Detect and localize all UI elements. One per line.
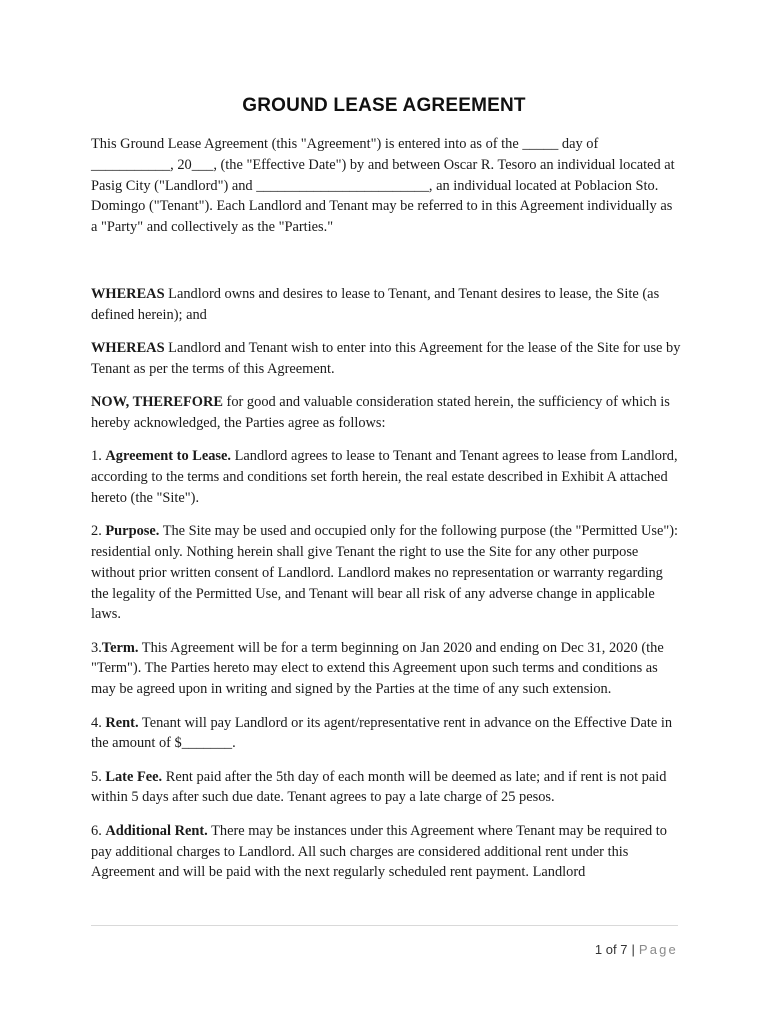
clause-number: 4. bbox=[91, 714, 106, 731]
clause-text: Tenant will pay Landlord or its agent/representative rent in advance on the Effective Date in the amount of $_______. bbox=[91, 714, 673, 752]
clause-number: 5. bbox=[91, 768, 106, 785]
page-footer bbox=[595, 942, 678, 957]
clause-number: 2. bbox=[91, 523, 106, 540]
footer-separator: | bbox=[631, 942, 635, 957]
clause-heading: Rent. bbox=[105, 714, 139, 731]
clause-paragraph bbox=[91, 638, 681, 700]
clause-heading: Additional Rent. bbox=[105, 822, 208, 839]
clause-paragraph bbox=[91, 821, 681, 883]
recital-lead: WHEREAS bbox=[91, 285, 165, 302]
clause-text: Rent paid after the 5th day of each month will be deemed as late; and if rent is not paid within 5 days after such due date. Tenant agrees to pay a late charge of 25 pesos. bbox=[91, 768, 667, 806]
page-counter: 1 of 7 bbox=[594, 942, 628, 957]
recital-text: Landlord and Tenant wish to enter into this Agreement for the lease of the Site for use by Tenant as per the terms of this Agreement. bbox=[91, 340, 681, 377]
page-label: Page bbox=[638, 942, 678, 957]
clause-paragraph bbox=[91, 767, 681, 809]
clause-heading: Agreement to Lease. bbox=[105, 448, 231, 465]
recital-paragraph bbox=[91, 284, 681, 326]
recital-text: for good and valuable consideration stated herein, the sufficiency of which is hereby acknowledged, the Parties agree as follows: bbox=[91, 394, 670, 431]
clause-text: There may be instances under this Agreement where Tenant may be required to pay additional charges to Landlord. All such charges are considered additional rent under this Agreement and will be paid with the next regularly scheduled rent payment. Landlord bbox=[91, 822, 667, 881]
intro-paragraph: This Ground Lease Agreement (this "Agreement") is entered into as of the _____ day of ___________, 20___, (the "Effective Date") by and between Oscar R. Tesoro an individual located at Pasig City ("Landlord") and ________________________, an individual located at Poblacion Sto. Domingo ("Tenant"). Each Landlord and Tenant may be referred to in this Agreement individually as a "Party" and collectively as the "Parties." bbox=[91, 136, 675, 236]
clause-paragraph bbox=[91, 521, 681, 625]
recital-paragraph bbox=[91, 392, 681, 434]
clause-heading: Term. bbox=[101, 639, 139, 656]
clause-text: The Site may be used and occupied only for the following purpose (the "Permitted Use"): residential only. Nothing herein shall give Tenant the right to use the Site for any other purpose without prior written consent of Landlord. Landlord makes no representation or warranty regarding the legality of the Permitted Use, and Tenant will bear all risk of any adverse change in applicable laws. bbox=[91, 523, 678, 623]
clause-number: 3. bbox=[91, 639, 102, 656]
clause-heading: Late Fee. bbox=[105, 768, 163, 785]
document-body bbox=[91, 134, 681, 883]
recital-lead: NOW, THEREFORE bbox=[91, 394, 223, 411]
clause-number: 1. bbox=[91, 448, 106, 465]
document-title: GROUND LEASE AGREEMENT bbox=[242, 95, 526, 116]
footer-divider bbox=[91, 925, 678, 926]
clause-text: This Agreement will be for a term beginning on Jan 2020 and ending on Dec 31, 2020 (the "Term"). The Parties hereto may elect to extend this Agreement upon such terms and conditions as may be agreed upon in writing and signed by the Parties at the time of any such extension. bbox=[91, 639, 664, 698]
clause-paragraph bbox=[91, 713, 681, 755]
recital-paragraph bbox=[91, 338, 681, 380]
clause-number: 6. bbox=[91, 822, 106, 839]
recital-text: Landlord owns and desires to lease to Tenant, and Tenant desires to lease, the Site (as defined herein); and bbox=[91, 285, 660, 323]
clause-heading: Purpose. bbox=[105, 523, 160, 540]
clause-paragraph bbox=[91, 446, 681, 508]
recital-lead: WHEREAS bbox=[91, 340, 165, 357]
clause-text: Landlord agrees to lease to Tenant and Tenant agrees to lease from Landlord, according to the terms and conditions set forth herein, the real estate described in Exhibit A attached hereto (the "Site"). bbox=[91, 448, 678, 506]
